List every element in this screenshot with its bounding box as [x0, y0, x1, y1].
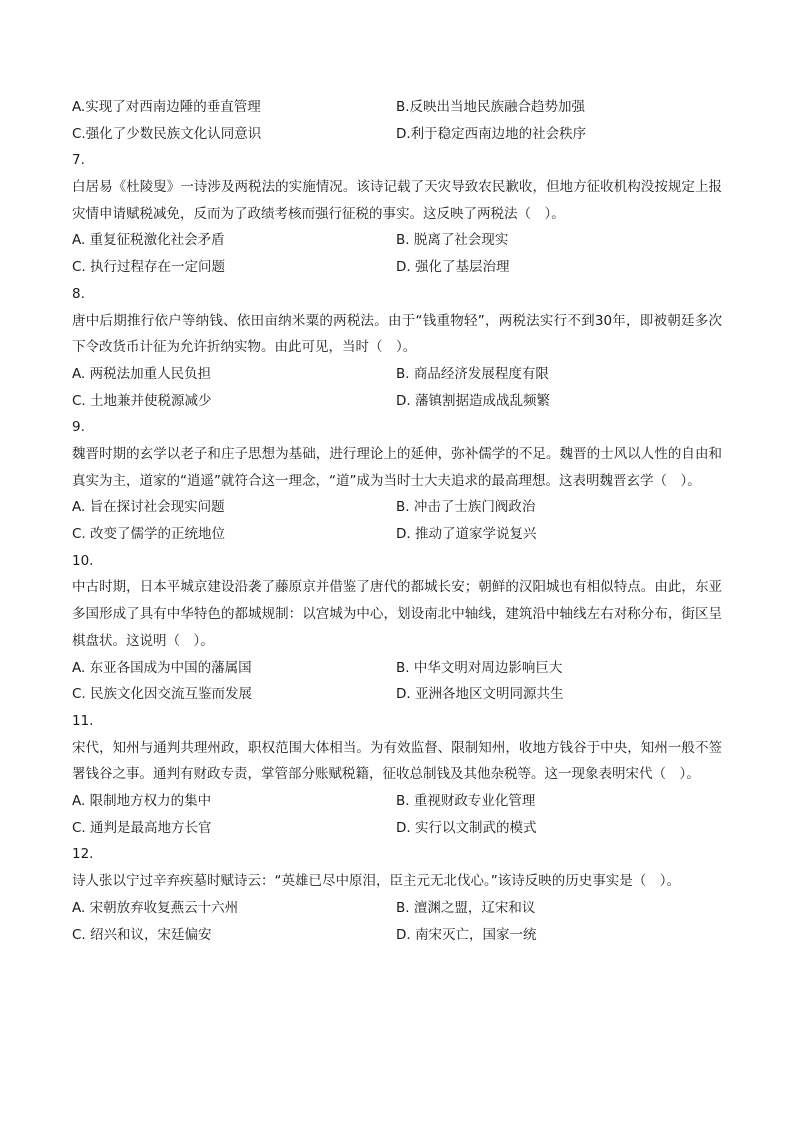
option-c: C. 改变了儒学的正统地位 [72, 526, 226, 543]
question-10 [72, 548, 722, 708]
option-d: D. 实行以文制武的模式 [396, 819, 537, 836]
option-b: B. 重视财政专业化管理 [396, 793, 536, 810]
question-number: 8. [72, 285, 85, 302]
option-a: A. 东亚各国成为中国的藩属国 [72, 659, 252, 676]
option-d: D. 强化了基层治理 [396, 259, 510, 276]
options-row-2 [72, 815, 722, 842]
question-stem: 唐中后期推行依户等纳钱、依田亩纳米粟的两税法。由于“钱重物轻”，两税法实行不到30年，即被朝廷多次下令改货币计征为允许折纳实物。由此可见，当时（ ）。 [72, 312, 722, 356]
options-row-1 [72, 788, 722, 815]
previous-question-options-row-2 [72, 121, 722, 148]
option-b: B. 澶渊之盟，辽宋和议 [396, 899, 536, 916]
previous-question-options-row-1 [72, 94, 722, 121]
option-a: A. 重复征税激化社会矛盾 [72, 232, 225, 249]
option-d: D. 推动了道家学说复兴 [396, 526, 537, 543]
options-row-2 [72, 521, 722, 548]
question-8 [72, 281, 722, 414]
question-number: 10. [72, 552, 94, 569]
question-number: 9. [72, 419, 85, 436]
options-row-1 [72, 655, 722, 682]
question-content [72, 94, 722, 948]
option-d: D.利于稳定西南边地的社会秩序 [396, 125, 587, 142]
option-b: B. 脱离了社会现实 [396, 232, 509, 249]
question-7 [72, 147, 722, 280]
option-a: A. 限制地方权力的集中 [72, 793, 212, 810]
option-d: D. 亚洲各地区文明同源共生 [396, 686, 564, 703]
option-c: C. 通判是最高地方长官 [72, 819, 212, 836]
options-row-2 [72, 388, 722, 415]
option-b: B. 中华文明对周边影响巨大 [396, 659, 563, 676]
option-a: A. 两税法加重人民负担 [72, 365, 212, 382]
option-b: B. 商品经济发展程度有限 [396, 365, 549, 382]
option-b: B. 冲击了士族门阀政治 [396, 499, 536, 516]
option-a: A.实现了对西南边陲的垂直管理 [72, 99, 261, 115]
option-c: C.强化了少数民族文化认同意识 [72, 125, 262, 142]
question-stem: 白居易《杜陵叟》一诗涉及两税法的实施情况。该诗记载了天灾导致农民歉收，但地方征收机构没按规定上报灾情申请赋税减免，反而为了政绩考核而强行征税的事实。这反映了两税法（ ）。 [72, 179, 722, 222]
question-number: 12. [72, 846, 94, 863]
question-number: 7. [72, 152, 85, 169]
options-row-2 [72, 681, 722, 708]
options-row-1 [72, 361, 722, 388]
options-row-1 [72, 494, 722, 521]
options-row-1 [72, 227, 722, 254]
question-number: 11. [72, 712, 94, 729]
options-row-2 [72, 922, 722, 949]
option-d: D. 藩镇割据造成战乱频繁 [396, 392, 550, 409]
options-row-2 [72, 254, 722, 281]
option-b: B.反映出当地民族融合趋势加强 [396, 99, 586, 115]
options-row-1 [72, 895, 722, 922]
question-12 [72, 841, 722, 948]
question-stem: 诗人张以宁过辛弃疾墓时赋诗云：“英雄已尽中原泪，臣主元无北伐心。”该诗反映的历史事实是（ ）。 [72, 873, 680, 890]
question-stem: 中古时期，日本平城京建设沿袭了藤原京并借鉴了唐代的都城长安；朝鲜的汉阳城也有相似特点。由此，东亚多国形成了具有中华特色的都城规制：以宫城为中心，划设南北中轴线，建筑沿中轴线左右对称分布，街区呈棋盘状。这说明（ ）。 [72, 579, 722, 649]
question-stem: 宋代，知州与通判共理州政，职权范围大体相当。为有效监督、限制知州，收地方钱谷于中央，知州一般不签署钱谷之事。通判有财政专责，掌管部分账赋税籍，征收总制钱及其他杂税等。这一现象表明宋代（ ）。 [72, 739, 722, 783]
option-c: C. 绍兴和议，宋廷偏安 [72, 926, 212, 943]
option-c: C. 民族文化因交流互鉴而发展 [72, 686, 253, 703]
option-c: C. 土地兼并使税源减少 [72, 392, 212, 409]
question-11 [72, 708, 722, 841]
option-a: A. 旨在探讨社会现实问题 [72, 499, 225, 516]
option-d: D. 南宋灭亡，国家一统 [396, 926, 537, 943]
option-a: A. 宋朝放弃收复燕云十六州 [72, 899, 239, 916]
question-stem: 魏晋时期的玄学以老子和庄子思想为基础，进行理论上的延伸，弥补儒学的不足。魏晋的士风以人性的自由和真实为主，道家的“逍遥”就符合这一理念，“道”成为当时士大夫追求的最高理想。这表明魏晋玄学（ ）。 [72, 446, 722, 489]
question-9 [72, 414, 722, 547]
option-c: C. 执行过程存在一定问题 [72, 259, 226, 276]
